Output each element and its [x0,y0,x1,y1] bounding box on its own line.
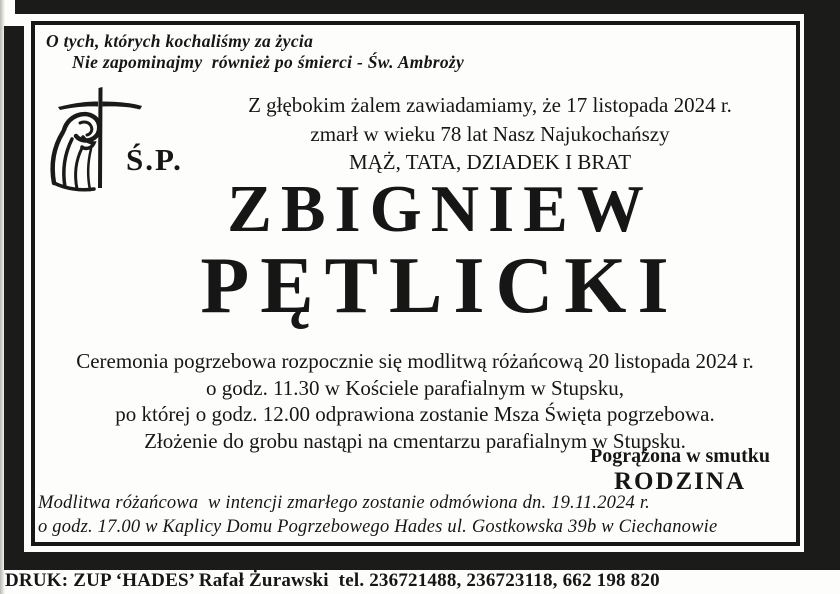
outer-frame-right [804,0,840,570]
epigraph [46,31,606,73]
announcement [205,91,775,177]
rosary-note [38,492,768,539]
mourning-line: Pogrążona w smutku [589,445,770,467]
outer-frame-bottom [4,552,840,570]
family-label: RODZINA [613,468,747,495]
rosary-line-1: Modlitwa różańcowa w intencji zmarłego zostanie odmówiona dn. 19.11.2024 r. [38,493,651,513]
ceremony-line-1: Ceremonia pogrzebowa rozpocznie się modlitwą różańcową 20 listopada 2024 r. [76,349,754,373]
deceased-first-name: ZBIGNIEW [227,172,653,246]
deceased-last-name: PĘTLICKI [200,242,680,330]
ceremony-line-4: Złożenie do grobu nastąpi na cmentarzu parafialnym w Stupsku. [144,428,686,453]
sp-abbreviation: Ś.P. [126,142,183,177]
epigraph-line-2: Nie zapominajmy również po śmierci - Św. Ambroży [72,52,465,72]
mourning-family [575,444,785,495]
ceremony-line-3: po której o godz. 12.00 odprawiona zostanie Msza Święta pogrzebowa. [115,402,715,426]
ceremony-line-2: o godz. 11.30 w Kościele parafialnym w Stupsku, [206,375,624,400]
rosary-line-2: o godz. 17.00 w Kaplicy Domu Pogrzebowego Hades ul. Gostkowska 39b w Ciechanowie [38,516,718,537]
outer-frame-left [4,26,24,570]
outer-frame-top [15,0,840,14]
ceremony-details [35,348,795,454]
deceased-name [80,174,800,328]
announcement-line-1: Z głębokim żalem zawiadamiamy, że 17 listopada 2024 r. [248,93,732,117]
announcement-line-2: zmarł w wieku 78 lat Nasz Najukochańszy [310,121,670,146]
announcement-line-3: MĄŻ, TATA, DZIADEK I BRAT [348,150,632,174]
printer-info: DRUK: ZUP ‘HADES’ Rafał Żurawski tel. 236721488, 236723118, 662 198 820 [5,570,660,591]
epigraph-line-1: O tych, których kochaliśmy za życia [46,31,314,51]
